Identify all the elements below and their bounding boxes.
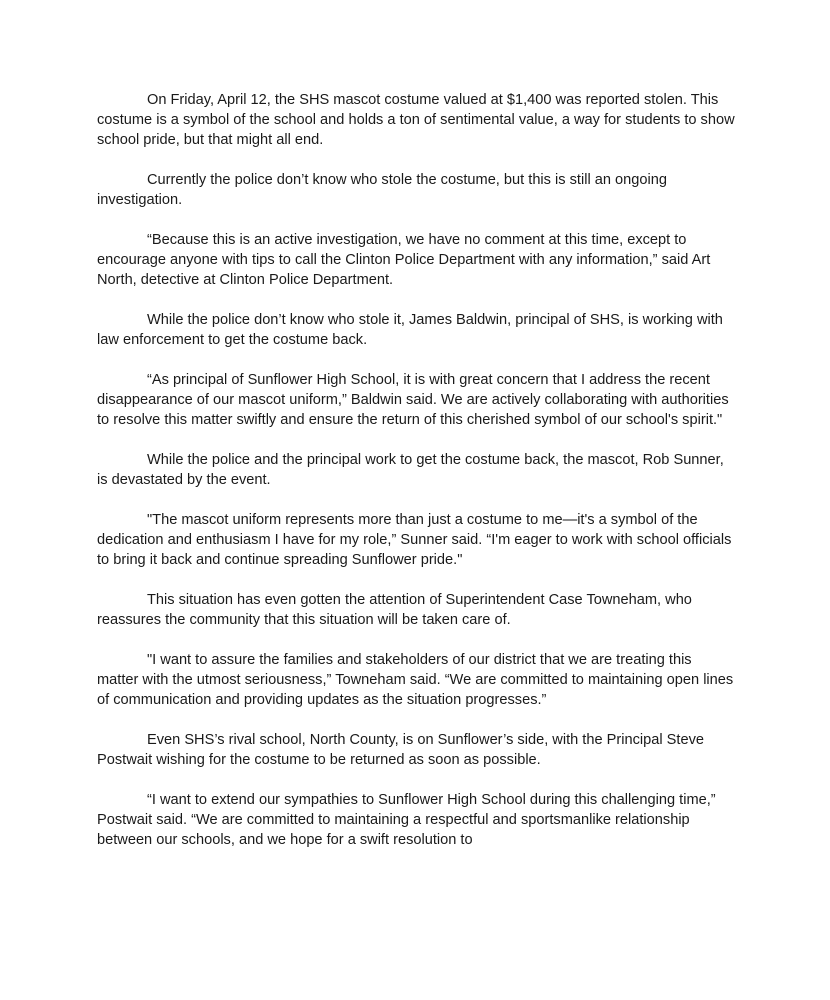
- paragraph-5: “As principal of Sunflower High School, it is with great concern that I address the recent disappearance of our mascot uniform,” Baldwin said. We are actively collaborating with authorities to resolve this matter swiftly and ensure the return of this cherished symbol of our school's spirit.": [97, 372, 729, 428]
- paragraph-2: Currently the police don’t know who stole the costume, but this is still an ongoing investigation.: [97, 172, 667, 208]
- paragraph-6: While the police and the principal work to get the costume back, the mascot, Rob Sunner, is devastated by the event.: [97, 452, 724, 488]
- paragraph-7: "The mascot uniform represents more than just a costume to me—it's a symbol of the dedication and enthusiasm I have for my role,” Sunner said. “I'm eager to work with school officials to bring it back and continue spreading Sunflower pride.": [97, 512, 732, 568]
- paragraph-11: “I want to extend our sympathies to Sunflower High School during this challenging time,” Postwait said. “We are committed to maintaining a respectful and sportsmanlike relationship between our schools, and we hope for a swift resolution to: [97, 792, 716, 848]
- paragraph-4: While the police don’t know who stole it, James Baldwin, principal of SHS, is working with law enforcement to get the costume back.: [97, 312, 723, 348]
- paragraph-1: On Friday, April 12, the SHS mascot costume valued at $1,400 was reported stolen. This costume is a symbol of the school and holds a ton of sentimental value, a way for students to show school pride, but that might all end.: [97, 92, 735, 148]
- article-body: [97, 90, 737, 870]
- paragraph-9: "I want to assure the families and stakeholders of our district that we are treating this matter with the utmost seriousness,” Towneham said. “We are committed to maintaining open lines of communication and providing updates as the situation progresses.”: [97, 652, 734, 708]
- paragraph-8: This situation has even gotten the attention of Superintendent Case Towneham, who reassures the community that this situation will be taken care of.: [97, 592, 692, 628]
- paragraph-3: “Because this is an active investigation, we have no comment at this time, except to encourage anyone with tips to call the Clinton Police Department with any information,” said Art North, detective at Clinton Police Department.: [97, 232, 711, 288]
- paragraph-10: Even SHS’s rival school, North County, is on Sunflower’s side, with the Principal Steve Postwait wishing for the costume to be returned as soon as possible.: [97, 732, 704, 768]
